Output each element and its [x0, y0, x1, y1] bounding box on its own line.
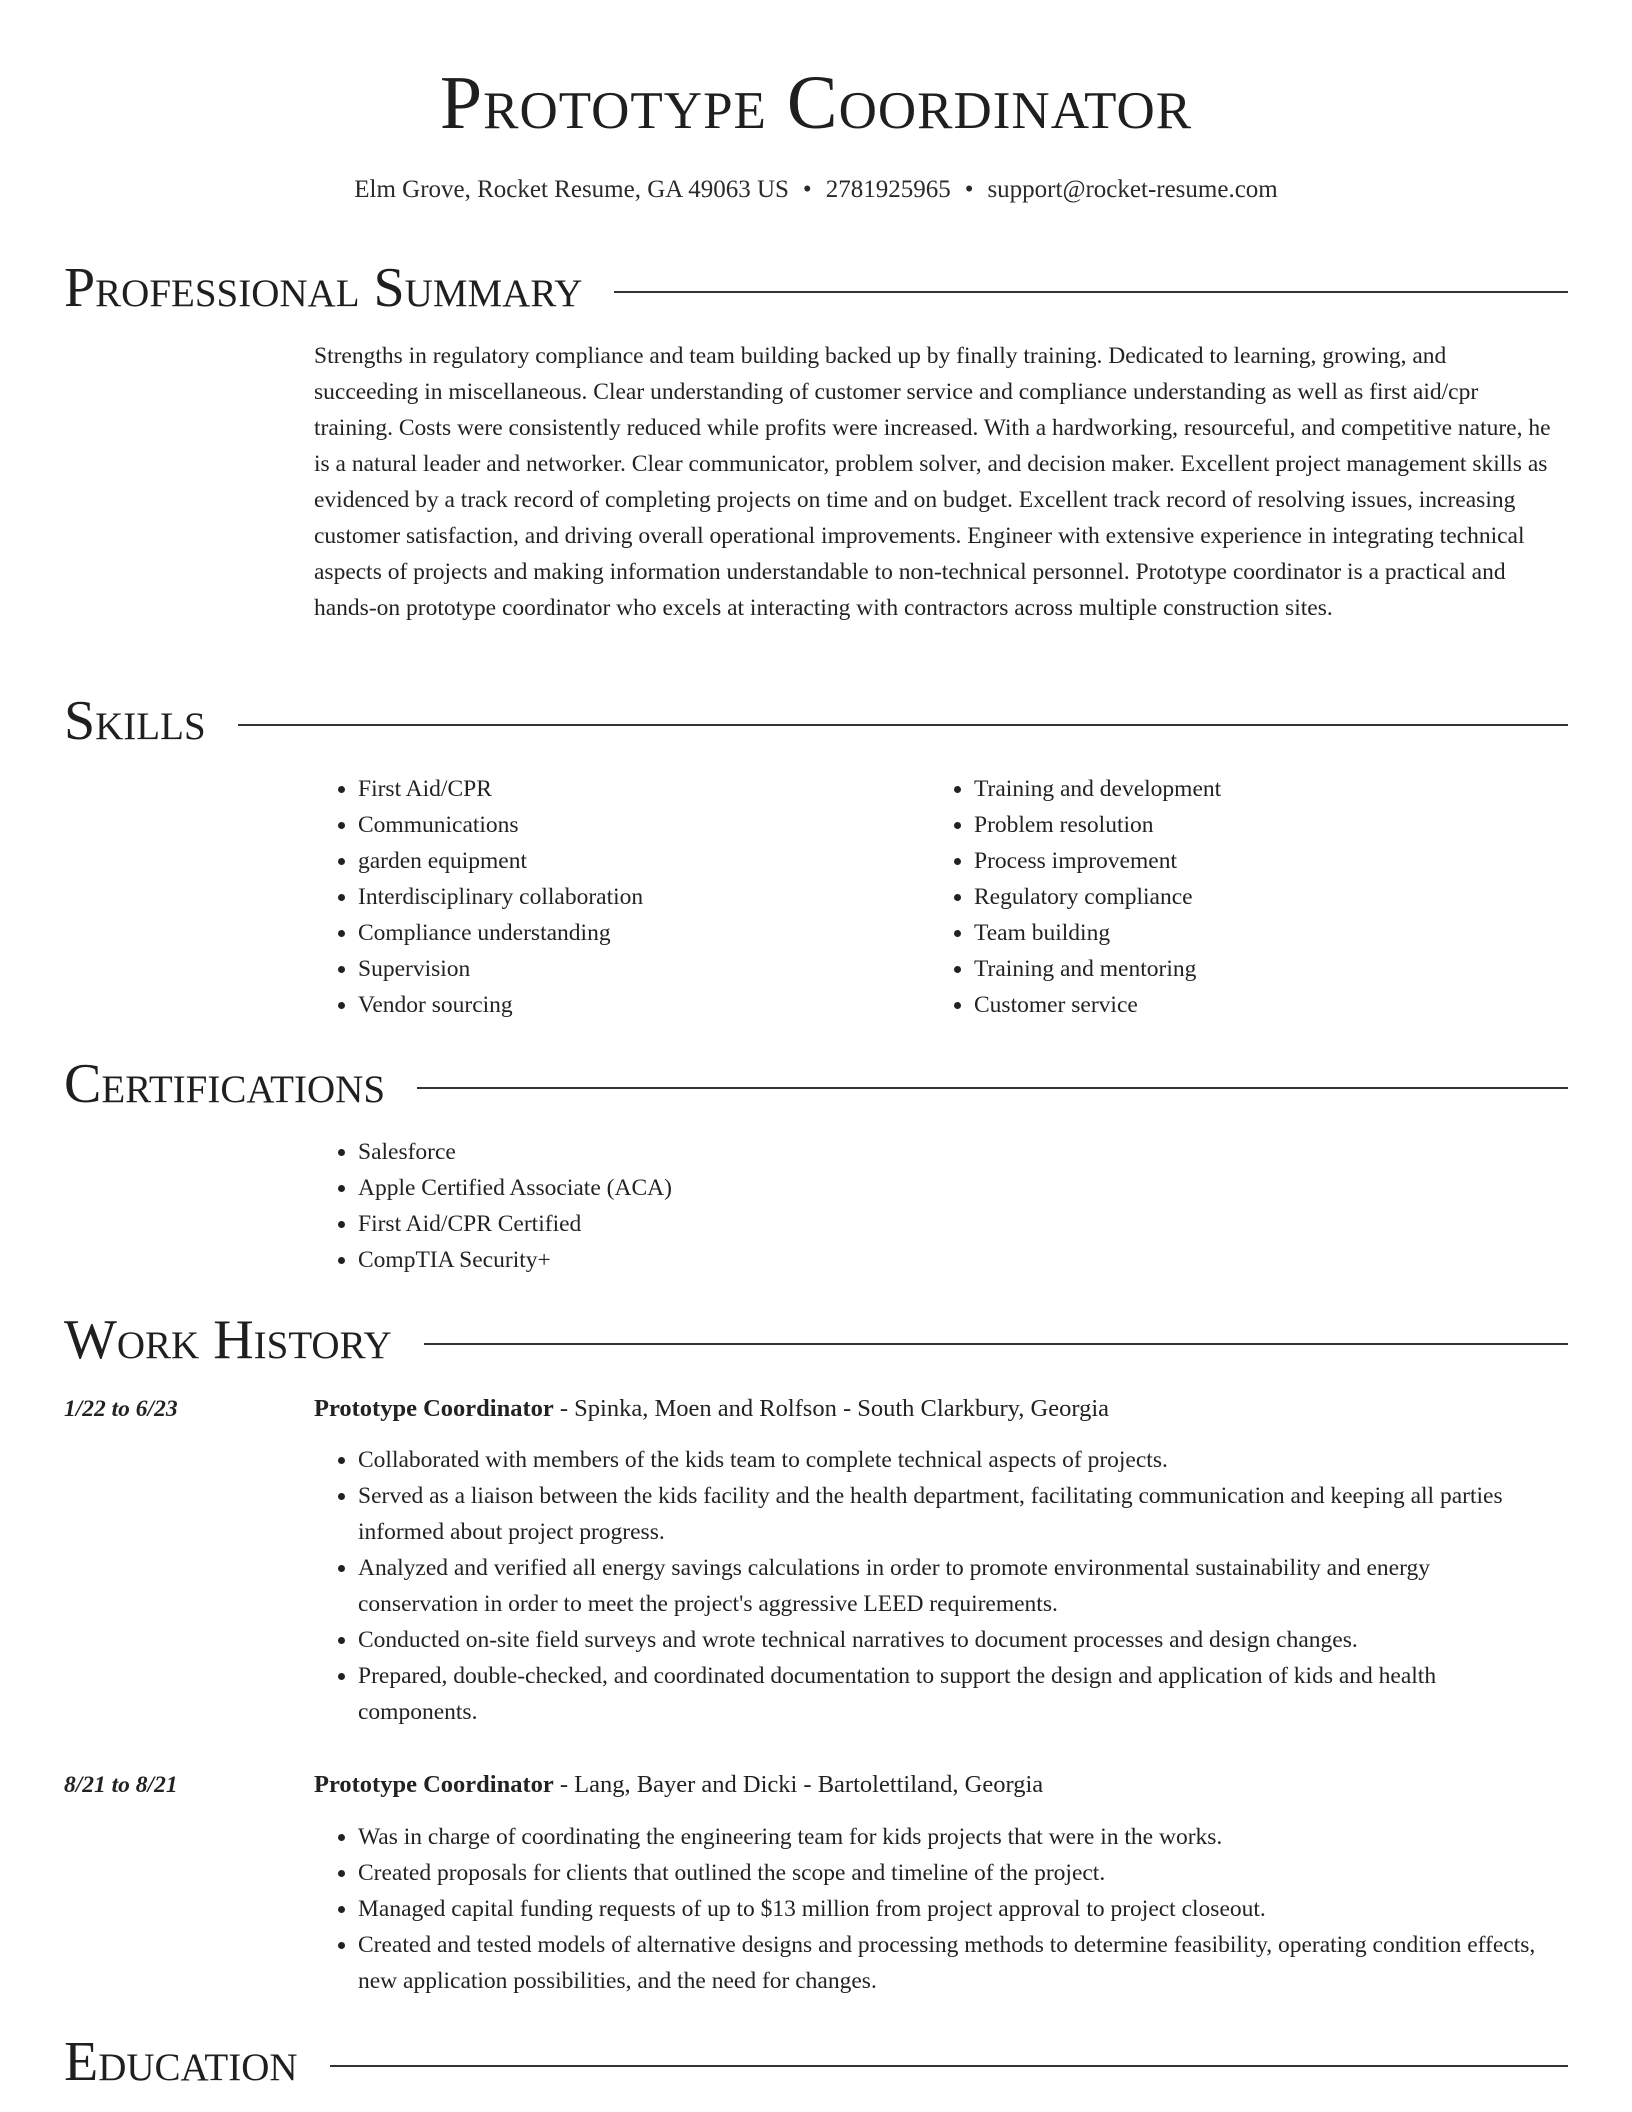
section-header-summary [64, 255, 1568, 321]
skills-list-right [930, 771, 1594, 1023]
section-title-summary: Professional Summary [64, 257, 583, 319]
skill-item: • Supervision [358, 951, 918, 987]
section-title-certifications: Certifications [64, 1053, 386, 1115]
skill-item: • Team building [974, 915, 1594, 951]
section-header-work-history [64, 1307, 1568, 1373]
job-title-line [314, 1391, 1568, 1427]
job-dates: 8/21 to 8/21 [64, 1772, 178, 1798]
skill-item: • Problem resolution [974, 807, 1594, 843]
summary-paragraph: Strengths in regulatory compliance and team building backed up by finally training. Dedicated to learning, growing, and succeeding in miscellaneous. Clear understanding of customer service and compliance understanding as well as first aid/cpr training. Costs were consistently reduced while profits were increased. With a hardworking, resourceful, and competitive nature, he is a natural leader and networker. Clear communicator, problem solver, and decision maker. Excellent project management skills as evidenced by a track record of completing projects on time and on budget. Excellent track record of resolving issues, increasing customer satisfaction, and driving overall operational improvements. Engineer with extensive experience in integrating technical aspects of projects and making information understandable to non-technical personnel. Prototype coordinator is a practical and hands-on prototype coordinator who excels at interacting with contractors across multiple construction sites. [314, 343, 1551, 621]
job-bullets [314, 1819, 1548, 1999]
contact-line [0, 173, 1632, 207]
job-bullet: • Collaborated with members of the kids team to complete technical aspects of projects. [358, 1442, 1548, 1478]
section-divider [614, 291, 1568, 293]
skill-item: • Training and mentoring [974, 951, 1594, 987]
contact-separator: • [802, 176, 812, 203]
job-bullet: • Served as a liaison between the kids facility and the health department, facilitating communication and keeping all parties informed about project progress. [358, 1478, 1548, 1550]
job-dates: 1/22 to 6/23 [64, 1396, 178, 1422]
job-company-location: - Spinka, Moen and Rolfson - South Clarkbury, Georgia [553, 1395, 1110, 1422]
certifications-list [314, 1134, 1158, 1278]
job-title-line [314, 1767, 1568, 1803]
job-bullet: • Managed capital funding requests of up to $13 million from project approval to project closeout. [358, 1891, 1548, 1927]
section-divider [424, 1343, 1568, 1345]
section-title-work-history: Work History [64, 1309, 392, 1371]
section-header-certifications [64, 1051, 1568, 1117]
job-bullet: • Created proposals for clients that outlined the scope and timeline of the project. [358, 1855, 1548, 1891]
section-header-skills [64, 688, 1568, 754]
section-title-skills: Skills [64, 690, 206, 752]
certification-item: • CompTIA Security+ [358, 1242, 1158, 1278]
email-link[interactable]: support@rocket-resume.com [987, 176, 1278, 203]
job-title: Prototype Coordinator [314, 1771, 554, 1798]
job-bullets [314, 1442, 1548, 1730]
job-title: Prototype Coordinator [314, 1395, 554, 1422]
skills-list-left [314, 771, 918, 1023]
certification-item: • First Aid/CPR Certified [358, 1206, 1158, 1242]
job-bullet: • Prepared, double-checked, and coordinated documentation to support the design and application of kids and health components. [358, 1658, 1548, 1730]
section-divider [417, 1087, 1568, 1089]
section-divider [238, 724, 1568, 726]
job-bullet: • Conducted on-site field surveys and wrote technical narratives to document processes and design changes. [358, 1622, 1548, 1658]
skill-item: • garden equipment [358, 843, 918, 879]
section-divider [330, 2065, 1568, 2067]
skill-item: • First Aid/CPR [358, 771, 918, 807]
phone-text: 2781925965 [825, 176, 951, 203]
job-company-location: - Lang, Bayer and Dicki - Bartolettiland, Georgia [553, 1771, 1044, 1798]
skill-item: • Training and development [974, 771, 1594, 807]
resume-name: Prototype Coordinator [439, 61, 1193, 145]
section-title-education: Education [64, 2031, 298, 2093]
job-bullet: • Was in charge of coordinating the engineering team for kids projects that were in the works. [358, 1819, 1548, 1855]
skill-item: • Process improvement [974, 843, 1594, 879]
skill-item: • Interdisciplinary collaboration [358, 879, 918, 915]
job-bullet: • Created and tested models of alternative designs and processing methods to determine feasibility, operating condition effects, new application possibilities, and the need for changes. [358, 1927, 1548, 1999]
job-bullet: • Analyzed and verified all energy savings calculations in order to promote environmental sustainability and energy conservation in order to meet the project's aggressive LEED requirements. [358, 1550, 1548, 1622]
skill-item: • Communications [358, 807, 918, 843]
certification-item: • Salesforce [358, 1134, 1158, 1170]
contact-separator: • [964, 176, 974, 203]
skill-item: • Vendor sourcing [358, 987, 918, 1023]
skill-item: • Customer service [974, 987, 1594, 1023]
skill-item: • Compliance understanding [358, 915, 918, 951]
section-header-education [64, 2029, 1568, 2095]
address-text: Elm Grove, Rocket Resume, GA 49063 US [354, 176, 789, 203]
certification-item: • Apple Certified Associate (ACA) [358, 1170, 1158, 1206]
skill-item: • Regulatory compliance [974, 879, 1594, 915]
